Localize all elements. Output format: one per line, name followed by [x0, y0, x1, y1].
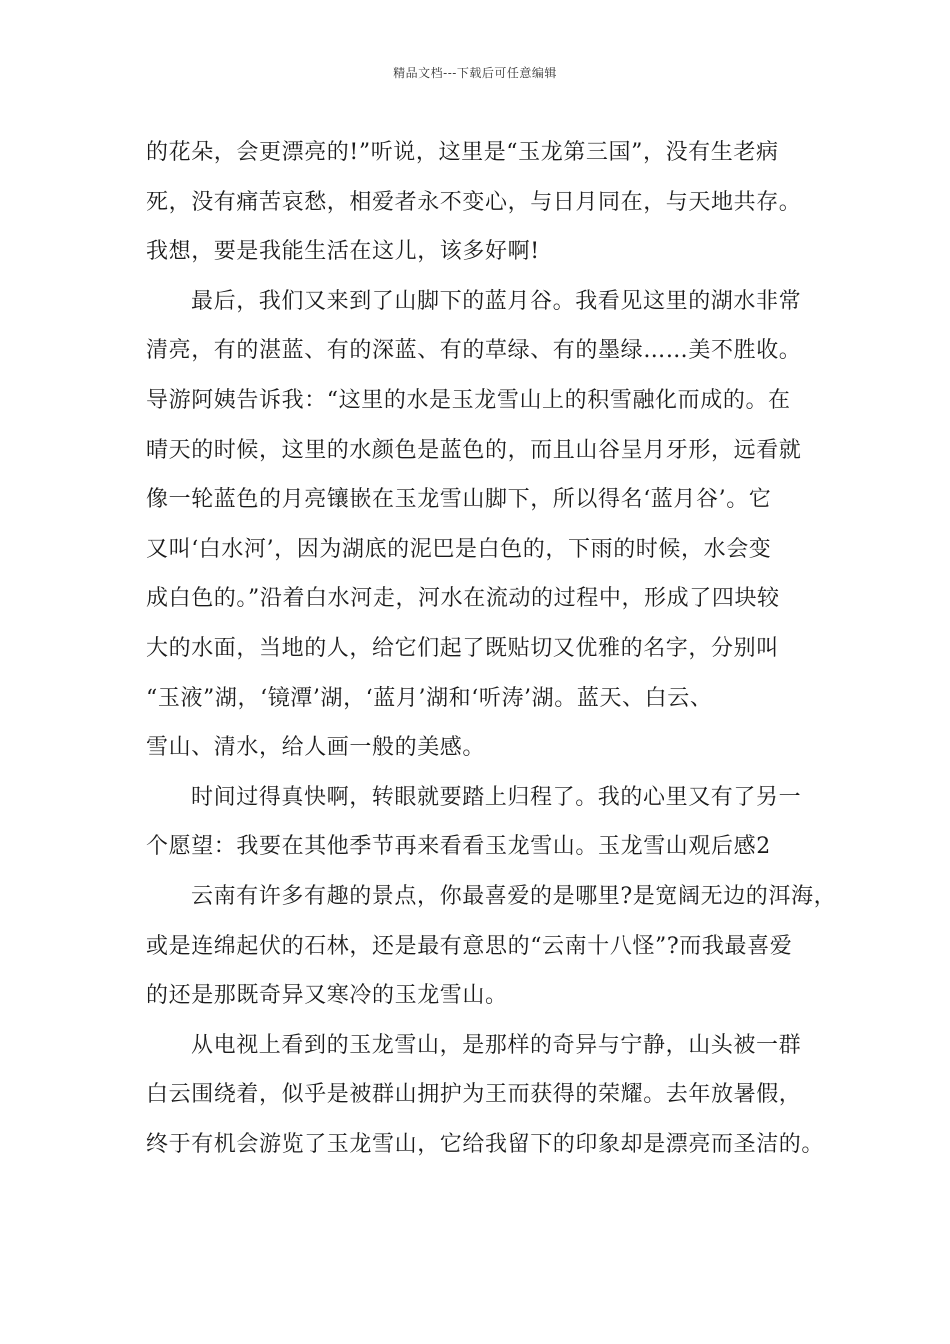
- text-line: 又叫‘白水河’，因为湖底的泥巴是白色的，下雨的时候，水会变: [146, 536, 772, 562]
- text-line: 死，没有痛苦哀愁，相爱者永不变心，与日月同在，与天地共存。: [146, 189, 802, 215]
- document-body: [146, 128, 836, 1169]
- text-line: 白云围绕着，似乎是被群山拥护为王而获得的荣耀。去年放暑假，: [146, 1082, 802, 1108]
- text-line: 个愿望：我要在其他季节再来看看玉龙雪山。玉龙雪山观后感2: [146, 834, 771, 860]
- text-line: 成白色的。”沿着白水河走，河水在流动的过程中，形成了四块较: [146, 586, 780, 612]
- page-header: 精品文档---下载后可任意编辑: [393, 66, 557, 80]
- text-line: 清亮，有的湛蓝、有的深蓝、有的草绿、有的墨绿……美不胜收。: [146, 338, 802, 364]
- paragraph-start-line: 云南有许多有趣的景点，你最喜爱的是哪里?是宽阔无边的洱海，: [191, 883, 837, 909]
- text-line: 我想，要是我能生活在这儿，该多好啊!: [146, 239, 540, 265]
- text-line: 或是连绵起伏的石林，还是最有意思的“云南十八怪”?而我最喜爱: [146, 933, 793, 959]
- paragraph-start-line: 从电视上看到的玉龙雪山，是那样的奇异与宁静，山头被一群: [191, 1032, 802, 1058]
- text-line: 终于有机会游览了玉龙雪山，它给我留下的印象却是漂亮而圣洁的。: [146, 1131, 825, 1157]
- text-line: 大的水面，当地的人，给它们起了既贴切又优雅的名字，分别叫: [146, 635, 779, 661]
- paragraph-start-line: 时间过得真快啊，转眼就要踏上归程了。我的心里又有了另一: [191, 784, 802, 810]
- text-line: 的花朵，会更漂亮的!”听说，这里是“玉龙第三国”，没有生老病: [146, 140, 779, 165]
- text-line: “玉液”湖，‘镜潭’湖，‘蓝月’湖和‘听涛’湖。蓝天、白云、: [146, 685, 713, 711]
- text-line: 像一轮蓝色的月亮镶嵌在玉龙雪山脚下，所以得名‘蓝月谷’。它: [146, 487, 772, 513]
- text-line: 晴天的时候，这里的水颜色是蓝色的，而且山谷呈月牙形，远看就: [146, 437, 802, 463]
- text-line: 的还是那既奇异又寒冷的玉龙雪山。: [146, 983, 508, 1009]
- paragraph-start-line: 最后，我们又来到了山脚下的蓝月谷。我看见这里的湖水非常: [191, 288, 802, 314]
- text-line: 导游阿姨告诉我：“这里的水是玉龙雪山上的积雪融化而成的。在: [146, 387, 791, 413]
- text-line: 雪山、清水，给人画一般的美感。: [146, 735, 486, 761]
